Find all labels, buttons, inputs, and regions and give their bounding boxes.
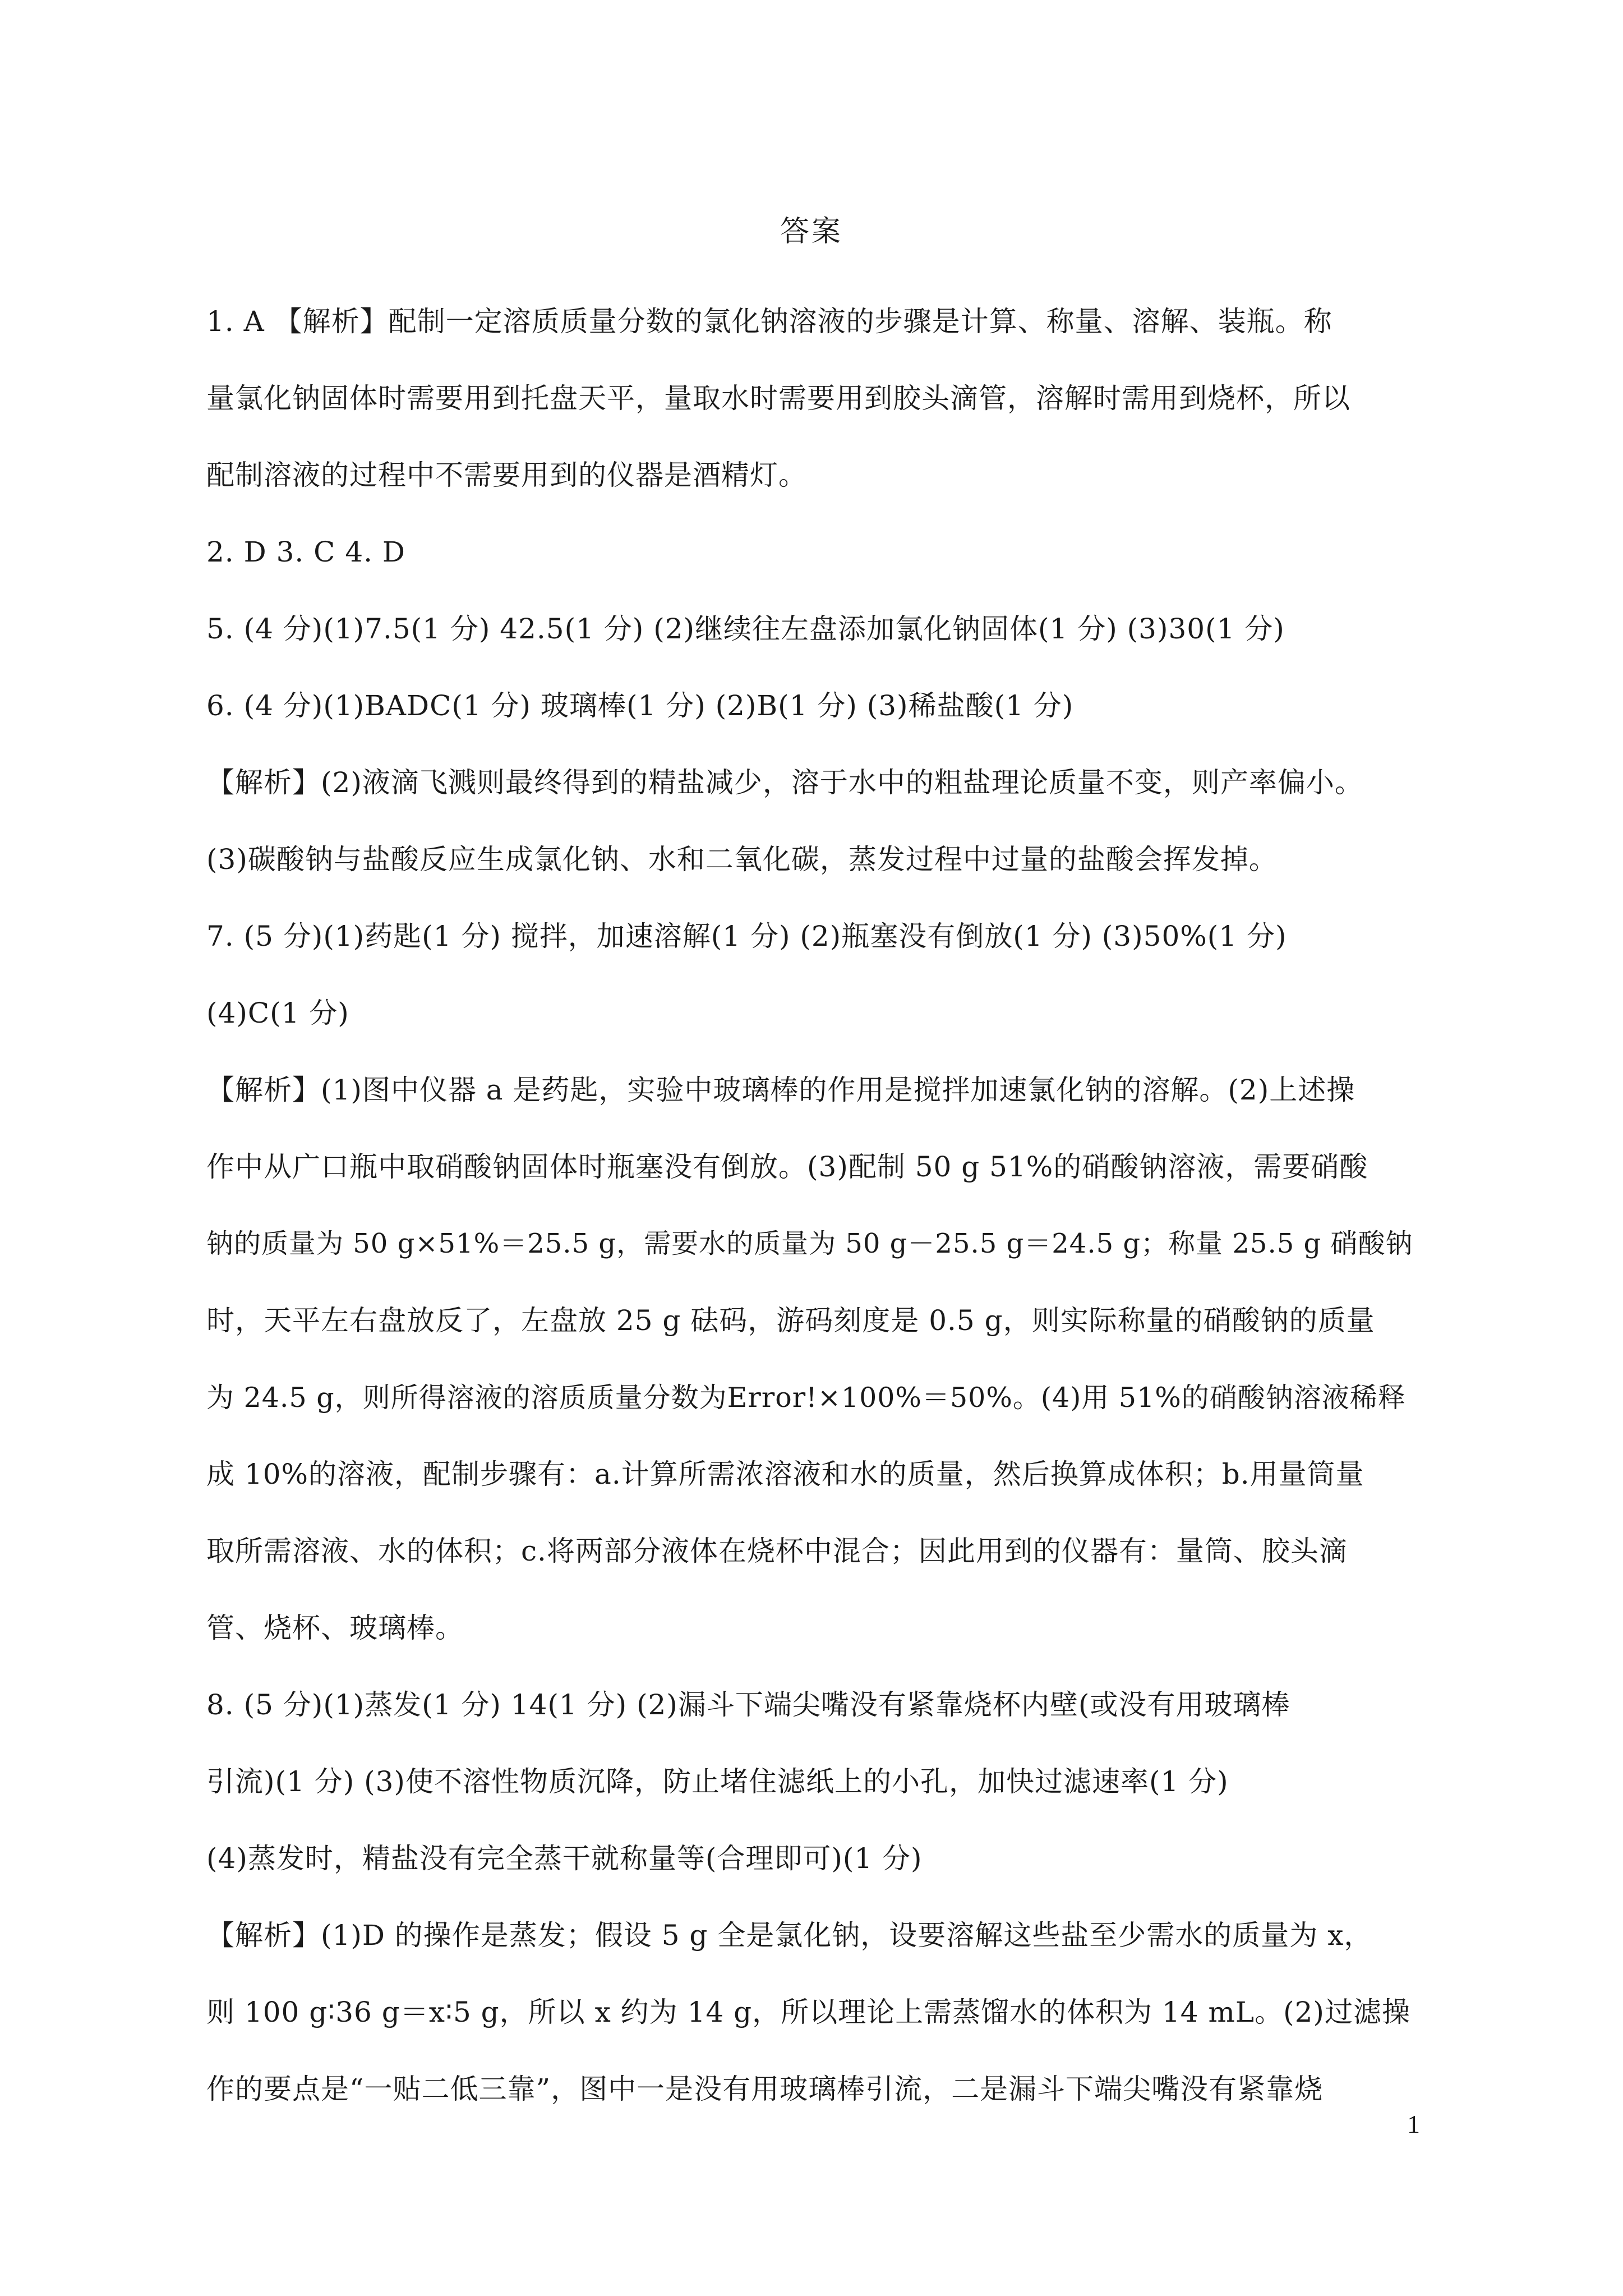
text-line: 【解析】(1)D 的操作是蒸发；假设 5 g 全是氯化钠，设要溶解这些盐至少需水的质量为 x，: [206, 1919, 1373, 1952]
text-line: 则 100 g∶36 g＝x∶5 g，所以 x 约为 14 g，所以理论上需蒸馏水的体积为 14 mL。(2)过滤操: [206, 1996, 1410, 2028]
text-line: 2. D 3. C 4. D: [206, 536, 406, 568]
text-line: 引流)(1 分) (3)使不溶性物质沉降，防止堵住滤纸上的小孔，加快过滤速率(1 分): [206, 1765, 1229, 1798]
text-line: (4)蒸发时，精盐没有完全蒸干就称量等(合理即可)(1 分): [206, 1842, 923, 1875]
page-number: 1: [1407, 2110, 1420, 2138]
text-line: 时，天平左右盘放反了，左盘放 25 g 砝码，游码刻度是 0.5 g，则实际称量的硝酸钠的质量: [206, 1304, 1375, 1337]
text-line: 作中从广口瓶中取硝酸钠固体时瓶塞没有倒放。(3)配制 50 g 51%的硝酸钠溶液，需要硝酸: [206, 1151, 1368, 1183]
text-line: 量氯化钠固体时需要用到托盘天平，量取水时需要用到胶头滴管，溶解时需用到烧杯，所以: [206, 382, 1350, 415]
text-line: 【解析】(2)液滴飞溅则最终得到的精盐减少，溶于水中的粗盐理论质量不变，则产率偏小。: [206, 766, 1363, 799]
text-line: 6. (4 分)(1)BADC(1 分) 玻璃棒(1 分) (2)B(1 分) (3)稀盐酸(1 分): [206, 689, 1074, 722]
text-line: (4)C(1 分): [206, 997, 349, 1029]
text-line: 钠的质量为 50 g×51%＝25.5 g，需要水的质量为 50 g－25.5 g＝24.5 g；称量 25.5 g 硝酸钠: [206, 1228, 1413, 1259]
text-line: 7. (5 分)(1)药匙(1 分) 搅拌，加速溶解(1 分) (2)瓶塞没有倒放(1 分) (3)50%(1 分): [206, 920, 1287, 953]
text-line: 管、烧杯、玻璃棒。: [206, 1612, 464, 1644]
text-line: 为 24.5 g，则所得溶液的溶质质量分数为Error!×100%＝50%。(4)用 51%的硝酸钠溶液稀释: [206, 1382, 1406, 1414]
text-line: 5. (4 分)(1)7.5(1 分) 42.5(1 分) (2)继续往左盘添加氯化钠固体(1 分) (3)30(1 分): [206, 613, 1285, 645]
text-line: 取所需溶液、水的体积；c.将两部分液体在烧杯中混合；因此用到的仪器有：量筒、胶头滴: [206, 1535, 1348, 1567]
document-title: 答案: [780, 215, 843, 249]
text-line: 1. A 【解析】配制一定溶质质量分数的氯化钠溶液的步骤是计算、称量、溶解、装瓶。称: [206, 305, 1332, 338]
text-line: 配制溶液的过程中不需要用到的仪器是酒精灯。: [206, 459, 807, 491]
text-line: 【解析】(1)图中仪器 a 是药匙，实验中玻璃棒的作用是搅拌加速氯化钠的溶解。(2)上述操: [206, 1074, 1355, 1106]
text-line: 作的要点是“一贴二低三靠”，图中一是没有用玻璃棒引流，二是漏斗下端尖嘴没有紧靠烧: [206, 2073, 1324, 2105]
answer-body: [206, 283, 1418, 2128]
text-line: (3)碳酸钠与盐酸反应生成氯化钠、水和二氧化碳，蒸发过程中过量的盐酸会挥发掉。: [206, 843, 1278, 876]
text-line: 8. (5 分)(1)蒸发(1 分) 14(1 分) (2)漏斗下端尖嘴没有紧靠烧杯内壁(或没有用玻璃棒: [206, 1688, 1290, 1721]
text-line: 成 10%的溶液，配制步骤有：a.计算所需浓溶液和水的质量，然后换算成体积；b.用量筒量: [206, 1458, 1364, 1490]
